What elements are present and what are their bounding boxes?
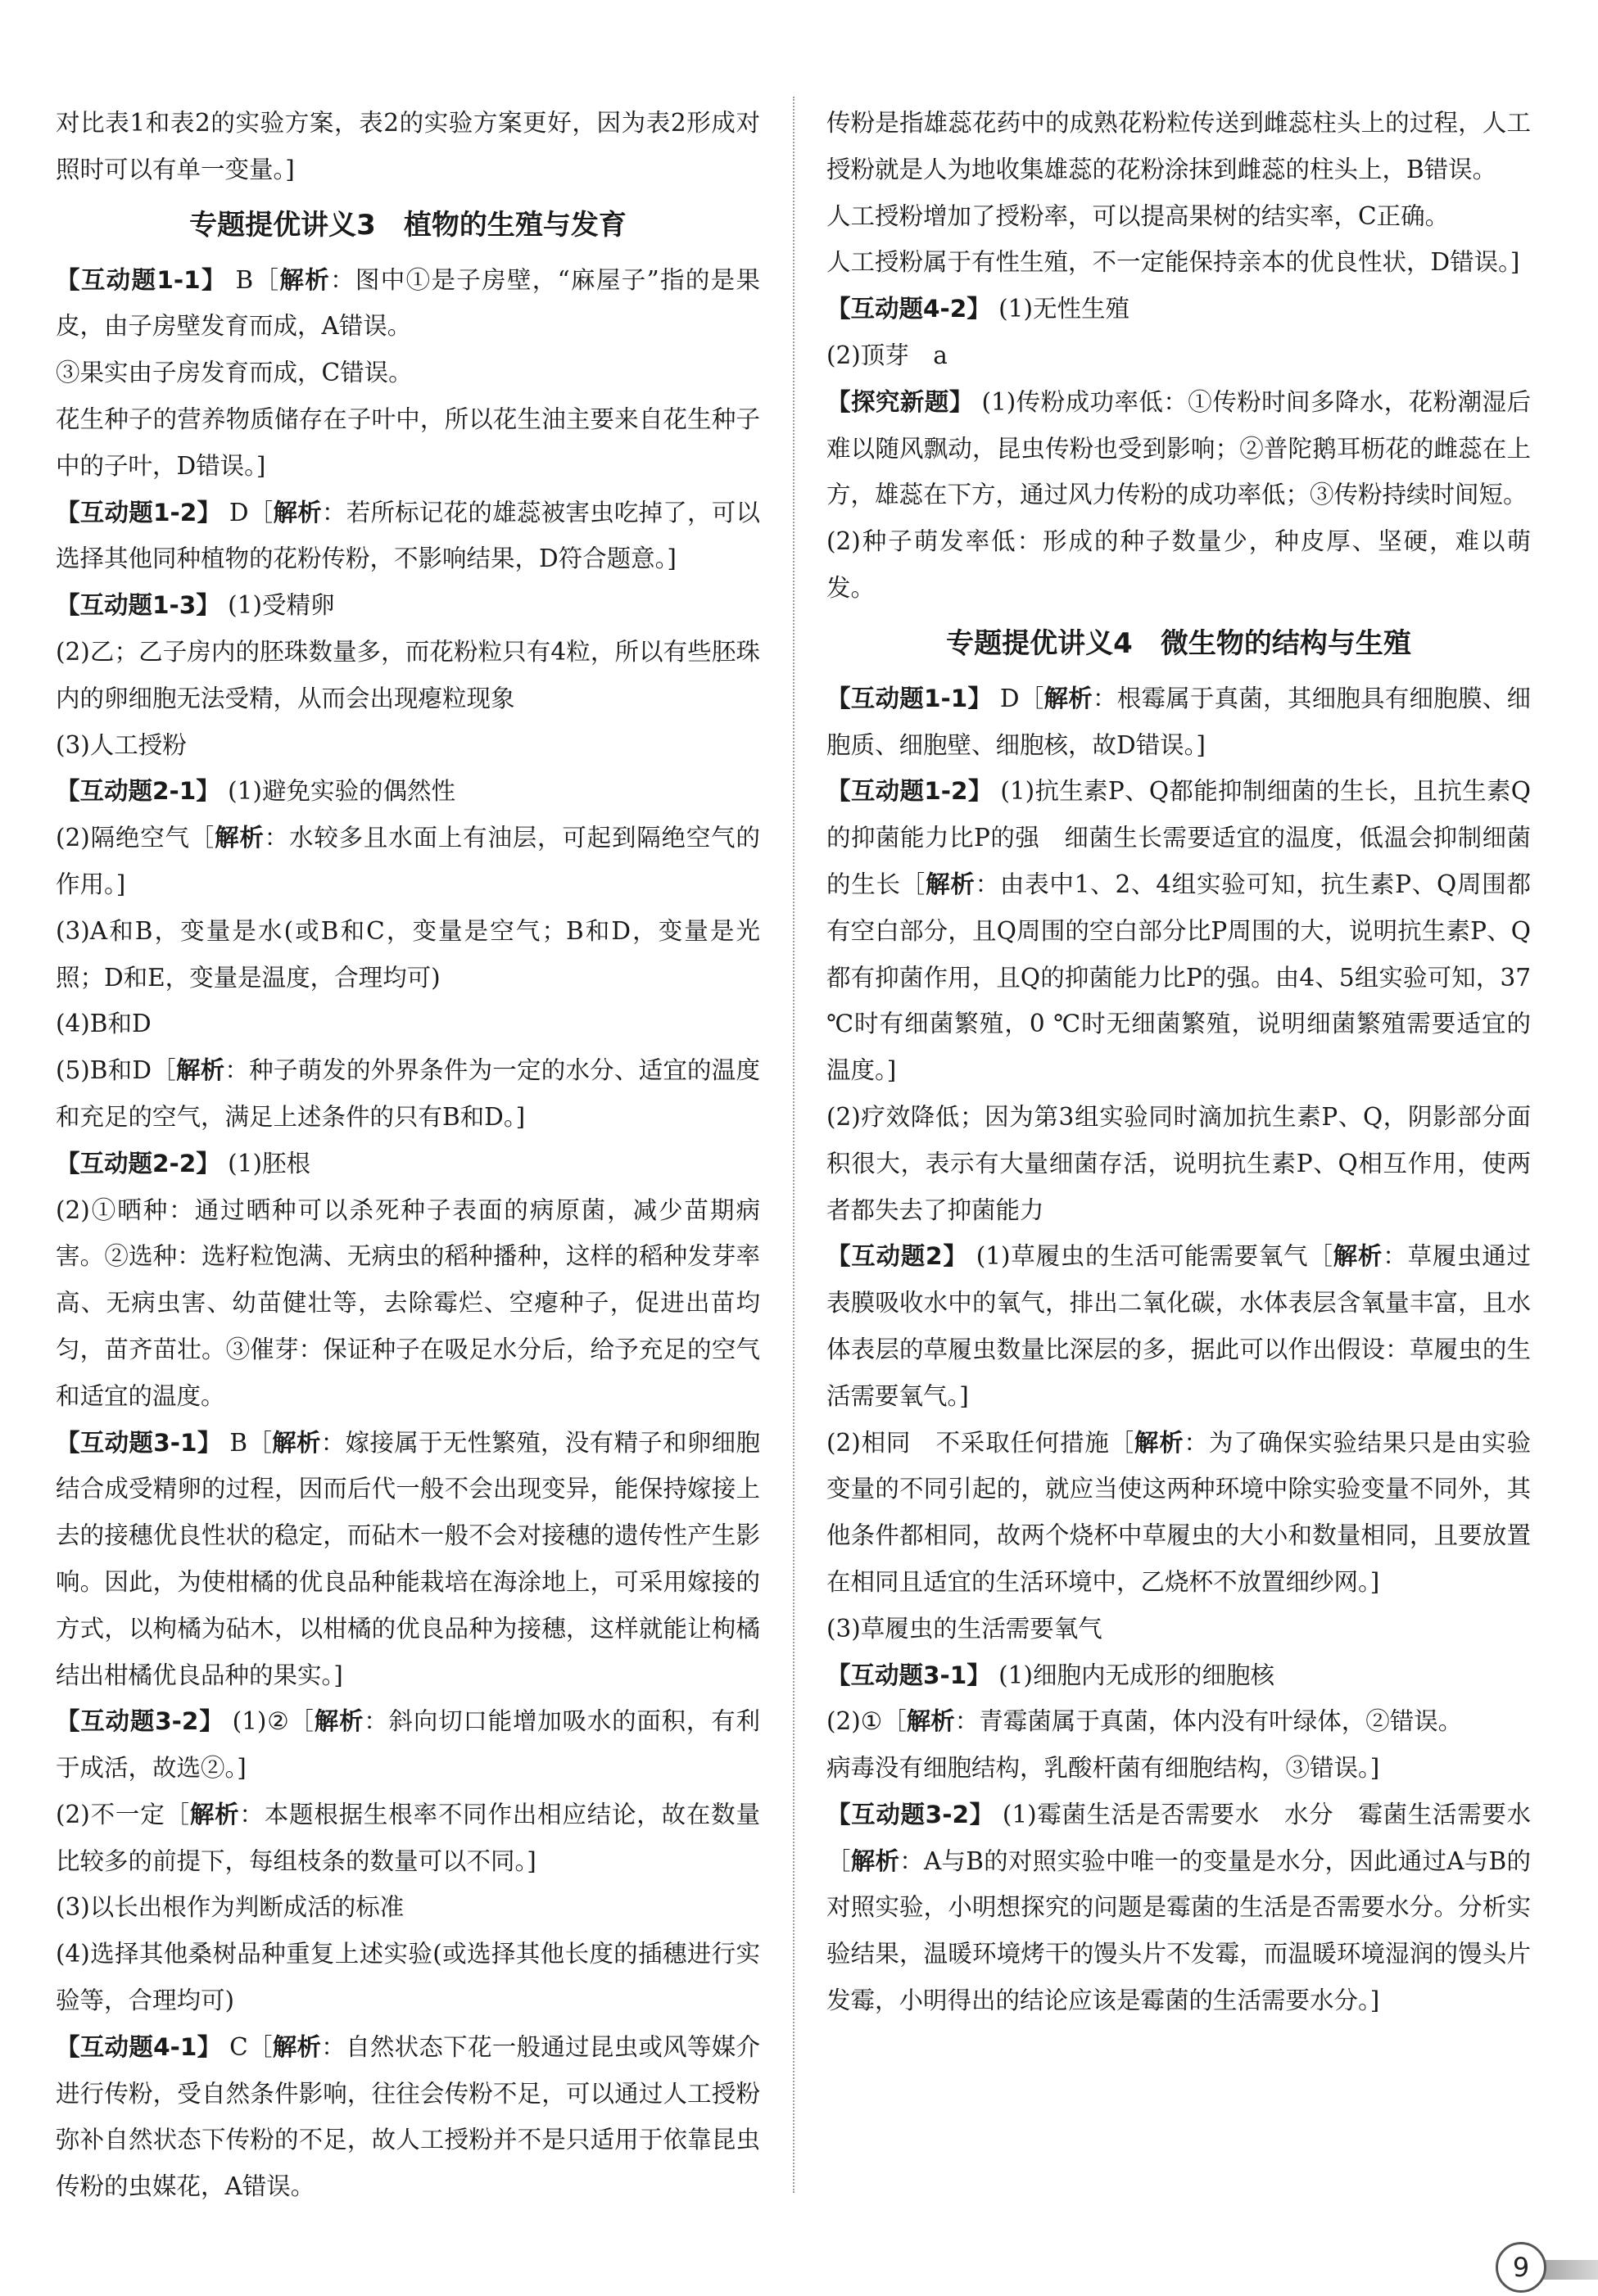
answer-paragraph <box>826 1233 1531 1419</box>
answer-text: 人工授粉增加了授粉率，可以提高果树的结实率，C正确。 <box>826 201 1450 230</box>
analysis-text: ：自然状态下花一般通过昆虫或风等媒介进行传粉，受自然条件影响，往往会传粉不足，可以通过人工授粉弥补自然状态下传粉的不足，故人工授粉并不是只适用于依靠昆虫传粉的虫媒花，A错误。 <box>56 2032 760 2201</box>
question-label: 【互动题1-2】 <box>826 777 993 806</box>
answer-prefix: (1)霉菌生活是否需要水 水分 霉菌生活需要水［ <box>826 1800 1532 1875</box>
answer-text: (2)种子萌发率低：形成的种子数量少，种皮厚、坚硬，难以萌发。 <box>826 527 1531 602</box>
answer-text: (2)不一定［ <box>56 1800 190 1828</box>
answer-paragraph <box>826 1792 1531 2024</box>
answer-paragraph <box>56 257 760 350</box>
answer-paragraph <box>56 582 760 629</box>
answer-paragraph <box>56 1001 760 1047</box>
answer-text: (3)以长出根作为判断成活的标准 <box>56 1893 405 1922</box>
answer-prefix: (1)抗生素P、Q都能抑制细菌的生长，且抗生素Q的抑菌能力比P的强 细菌生长需要适宜的温度，低温会抑制细菌的生长［ <box>826 777 1531 898</box>
answer-paragraph <box>826 676 1531 769</box>
analysis-label: 解析 <box>1043 684 1093 712</box>
question-label: 【互动题2-1】 <box>56 777 220 806</box>
answer-text: (1)胚根 <box>220 1149 310 1177</box>
answer-text: (2)乙；乙子房内的胚珠数量多，而花粉粒只有4粒，所以有些胚珠内的卵细胞无法受精，从而会出现瘪粒现象 <box>56 637 760 712</box>
analysis-label: 解析 <box>906 1707 955 1736</box>
answer-prefix: C［ <box>221 2032 273 2061</box>
analysis-label: 解析 <box>314 1707 364 1736</box>
question-label: 【互动题1-2】 <box>56 498 222 527</box>
analysis-text: ：种子萌发的外界条件为一定的水分、适宜的温度和充足的空气，满足上述条件的只有B和D。] <box>56 1056 760 1131</box>
answer-paragraph <box>826 239 1531 286</box>
analysis-text: ：水较多且水面上有油层，可起到隔绝空气的作用。] <box>56 824 760 898</box>
answer-paragraph <box>826 286 1531 332</box>
left-column <box>56 100 760 2210</box>
question-label: 【互动题3-2】 <box>56 1707 224 1736</box>
analysis-label: 解析 <box>850 1846 900 1875</box>
answer-paragraph <box>826 768 1531 1094</box>
answer-paragraph <box>826 379 1531 518</box>
section-heading: 专题提优讲义4 微生物的结构与生殖 <box>946 626 1411 660</box>
answer-paragraph <box>826 1420 1531 1606</box>
analysis-text: ：青霉菌属于真菌，体内没有叶绿体，②错误。 <box>954 1707 1463 1736</box>
analysis-text: ：为了确保实验结果只是由实验变量的不同引起的，就应当使这两种环境中除实验变量不同外，其他条件都相同，故两个烧杯中草履虫的大小和数量相同，且要放置在相同且适宜的生活环境中，乙烧杯不放置细纱网。] <box>826 1428 1531 1596</box>
page-number: 9 <box>1496 2242 1546 2293</box>
answer-paragraph <box>56 2024 760 2210</box>
analysis-text: ：本题根据生根率不同作出相应结论，故在数量比较多的前提下，每组枝条的数量可以不同。] <box>56 1800 760 1875</box>
question-label: 【互动题3-2】 <box>826 1800 994 1828</box>
question-label: 【互动题2-2】 <box>56 1149 220 1177</box>
analysis-label: 解析 <box>272 1428 321 1457</box>
answer-paragraph <box>826 1652 1531 1699</box>
right-column <box>826 100 1531 2024</box>
answer-text: (2)①［ <box>826 1707 907 1736</box>
answer-paragraph <box>826 518 1531 612</box>
question-label: 【互动题1-3】 <box>56 591 220 620</box>
answer-text: (5)B和D［ <box>56 1056 176 1085</box>
answer-prefix: D［ <box>221 498 274 527</box>
question-label: 【互动题3-1】 <box>826 1661 991 1689</box>
answer-text: (1)传粉成功率低：①传粉时间多降水，花粉潮湿后难以随风飘动，昆虫传粉也受到影响；②普陀鹅耳枥花的雌蕊在上方，雄蕊在下方，通过风力传粉的成功率低；③传粉持续时间短。 <box>826 387 1531 509</box>
answer-prefix: (1)草履虫的生活可能需要氧气［ <box>967 1242 1333 1271</box>
answer-paragraph <box>56 1047 760 1141</box>
answer-paragraph <box>56 1698 760 1792</box>
page-number-badge <box>1496 2242 1598 2296</box>
answer-text: (3)A和B，变量是水(或B和C，变量是空气；B和D，变量是光照；D和E，变量是温度，合理均可) <box>56 916 760 992</box>
question-label: 【互动题2】 <box>826 1242 968 1271</box>
question-label: 【探究新题】 <box>826 387 974 416</box>
answer-prefix: D［ <box>992 684 1044 712</box>
question-label: 【互动题1-1】 <box>56 265 227 294</box>
answer-paragraph <box>826 100 1531 193</box>
answer-paragraph <box>56 1420 760 1699</box>
question-label: 【互动题4-1】 <box>56 2032 222 2061</box>
answer-text: (1)避免实验的偶然性 <box>220 777 455 806</box>
answer-paragraph <box>56 490 760 583</box>
answer-prefix: (1)②［ <box>224 1707 315 1736</box>
analysis-text: ：草履虫通过表膜吸收水中的氧气，排出二氧化碳，水体表层含氧量丰富，且水体表层的草履虫数量比深层的多，据此可以作出假设：草履虫的生活需要氧气。] <box>826 1242 1531 1410</box>
analysis-text: ：斜向切口能增加吸水的面积，有利于成活，故选②。] <box>56 1707 760 1783</box>
answer-text: (3)人工授粉 <box>56 730 187 759</box>
answer-text: 对比表1和表2的实验方案，表2的实验方案更好，因为表2形成对照时可以有单一变量。] <box>56 109 760 183</box>
analysis-label: 解析 <box>175 1056 225 1085</box>
analysis-text: ：图中①是子房壁，“麻屋子”指的是果皮，由子房壁发育而成，A错误。 <box>56 265 760 341</box>
analysis-label: 解析 <box>1134 1428 1184 1457</box>
answer-text: (2)相同 不采取任何措施［ <box>826 1428 1134 1457</box>
answer-paragraph <box>56 908 760 1001</box>
question-label: 【互动题3-1】 <box>56 1428 222 1457</box>
answer-paragraph <box>826 1094 1531 1233</box>
answer-text: (1)受精卵 <box>220 591 335 620</box>
answer-paragraph <box>56 1792 760 1885</box>
answer-text: ③果实由子房发育而成，C错误。 <box>56 359 413 387</box>
answer-text: (1)无性生殖 <box>990 295 1129 323</box>
answer-paragraph <box>56 1884 760 1931</box>
answer-paragraph <box>56 722 760 769</box>
answer-text: (4)选择其他桑树品种重复上述实验(或选择其他长度的插穗进行实验等，合理均可) <box>56 1940 760 2015</box>
section-heading: 专题提优讲义3 植物的生殖与发育 <box>189 208 627 242</box>
analysis-label: 解析 <box>272 2032 322 2061</box>
answer-text: (1)细胞内无成形的细胞核 <box>990 1661 1274 1689</box>
answer-text: (2)隔绝空气［ <box>56 824 215 852</box>
answer-paragraph <box>56 768 760 815</box>
answer-paragraph <box>56 350 760 396</box>
answer-paragraph <box>56 396 760 490</box>
answer-paragraph <box>826 1698 1531 1745</box>
question-label: 【互动题4-2】 <box>826 295 991 323</box>
analysis-label: 解析 <box>273 498 322 527</box>
answer-text: (2)顶芽 a <box>826 341 948 369</box>
answer-paragraph <box>56 815 760 908</box>
answer-paragraph <box>826 193 1531 240</box>
analysis-text: ：嫁接属于无性繁殖，没有精子和卵细胞结合成受精卵的过程，因而后代一般不会出现变异，能保持嫁接上去的接穗优良性状的稳定，而砧木一般不会对接穗的遗传性产生影响。因此，为使柑橘的优良品种能栽培在海涂地上，可采用嫁接的方式，以枸橘为砧木，以柑橘的优良品种为接穗，这样就能让枸橘结出柑橘优良品种的果实。] <box>56 1428 760 1689</box>
answer-paragraph <box>826 332 1531 379</box>
answer-text: 花生种子的营养物质储存在子叶中，所以花生油主要来自花生种子中的子叶，D错误。] <box>56 405 760 480</box>
answer-text: (3)草履虫的生活需要氧气 <box>826 1614 1102 1643</box>
analysis-text: ：A与B的对照实验中唯一的变量是水分，因此通过A与B的对照实验，小明想探究的问题是霉菌的生活是否需要水分。分析实验结果，温暖环境烤干的馒头片不发霉，而温暖环境湿润的馒头片发霉，小明得出的结论应该是霉菌的生活需要水分。] <box>826 1846 1531 2015</box>
answer-prefix: B［ <box>221 1428 273 1457</box>
column-divider <box>793 97 794 2193</box>
answer-prefix: B［ <box>226 265 280 294</box>
answer-text: (4)B和D <box>56 1010 152 1038</box>
answer-text: 人工授粉属于有性生殖，不一定能保持亲本的优良性状，D错误。] <box>826 248 1520 277</box>
analysis-text: ：根霉属于真菌，其细胞具有细胞膜、细胞质、细胞壁、细胞核，故D错误。] <box>826 684 1532 759</box>
answer-paragraph <box>826 1745 1531 1792</box>
answer-text: 病毒没有细胞结构，乳酸杆菌有细胞结构，③错误。] <box>826 1754 1380 1783</box>
answer-paragraph <box>56 1141 760 1187</box>
analysis-label: 解析 <box>279 265 331 294</box>
answer-text: 传粉是指雄蕊花药中的成熟花粉粒传送到雌蕊柱头上的过程，人工授粉就是人为地收集雄蕊的花粉涂抹到雌蕊的柱头上，B错误。 <box>826 109 1531 183</box>
answer-paragraph <box>56 629 760 722</box>
answer-paragraph <box>56 1187 760 1420</box>
analysis-text: ：由表中1、2、4组实验可知，抗生素P、Q周围都有空白部分，且Q周围的空白部分比P周围的大，说明抗生素P、Q都有抑菌作用，且Q的抑菌能力比P的强。由4、5组实验可知，37 ℃时有细菌繁殖，0 ℃时无细菌繁殖，说明细菌繁殖需要适宜的温度。] <box>826 870 1531 1085</box>
answer-paragraph <box>56 100 760 193</box>
analysis-label: 解析 <box>215 824 265 852</box>
analysis-text: ：若所标记花的雄蕊被害虫吃掉了，可以选择其他同种植物的花粉传粉，不影响结果，D符合题意。] <box>56 498 761 573</box>
analysis-label: 解析 <box>926 870 976 898</box>
analysis-label: 解析 <box>189 1800 240 1828</box>
analysis-label: 解析 <box>1333 1242 1383 1271</box>
answer-paragraph <box>56 1931 760 2024</box>
question-label: 【互动题1-1】 <box>826 684 993 712</box>
answer-paragraph <box>826 1606 1531 1652</box>
answer-text: (2)①晒种：通过晒种可以杀死种子表面的病原菌，减少苗期病害。②选种：选籽粒饱满、无病虫的稻种播种，这样的稻种发芽率高、无病虫害、幼苗健壮等，去除霉烂、空瘪种子，促进出苗均匀，苗齐苗壮。③催芽：保证种子在吸足水分后，给予充足的空气和适宜的温度。 <box>56 1195 760 1410</box>
answer-text: (2)疗效降低；因为第3组实验同时滴加抗生素P、Q，阴影部分面积很大，表示有大量细菌存活，说明抗生素P、Q相互作用，使两者都失去了抑菌能力 <box>826 1102 1531 1224</box>
